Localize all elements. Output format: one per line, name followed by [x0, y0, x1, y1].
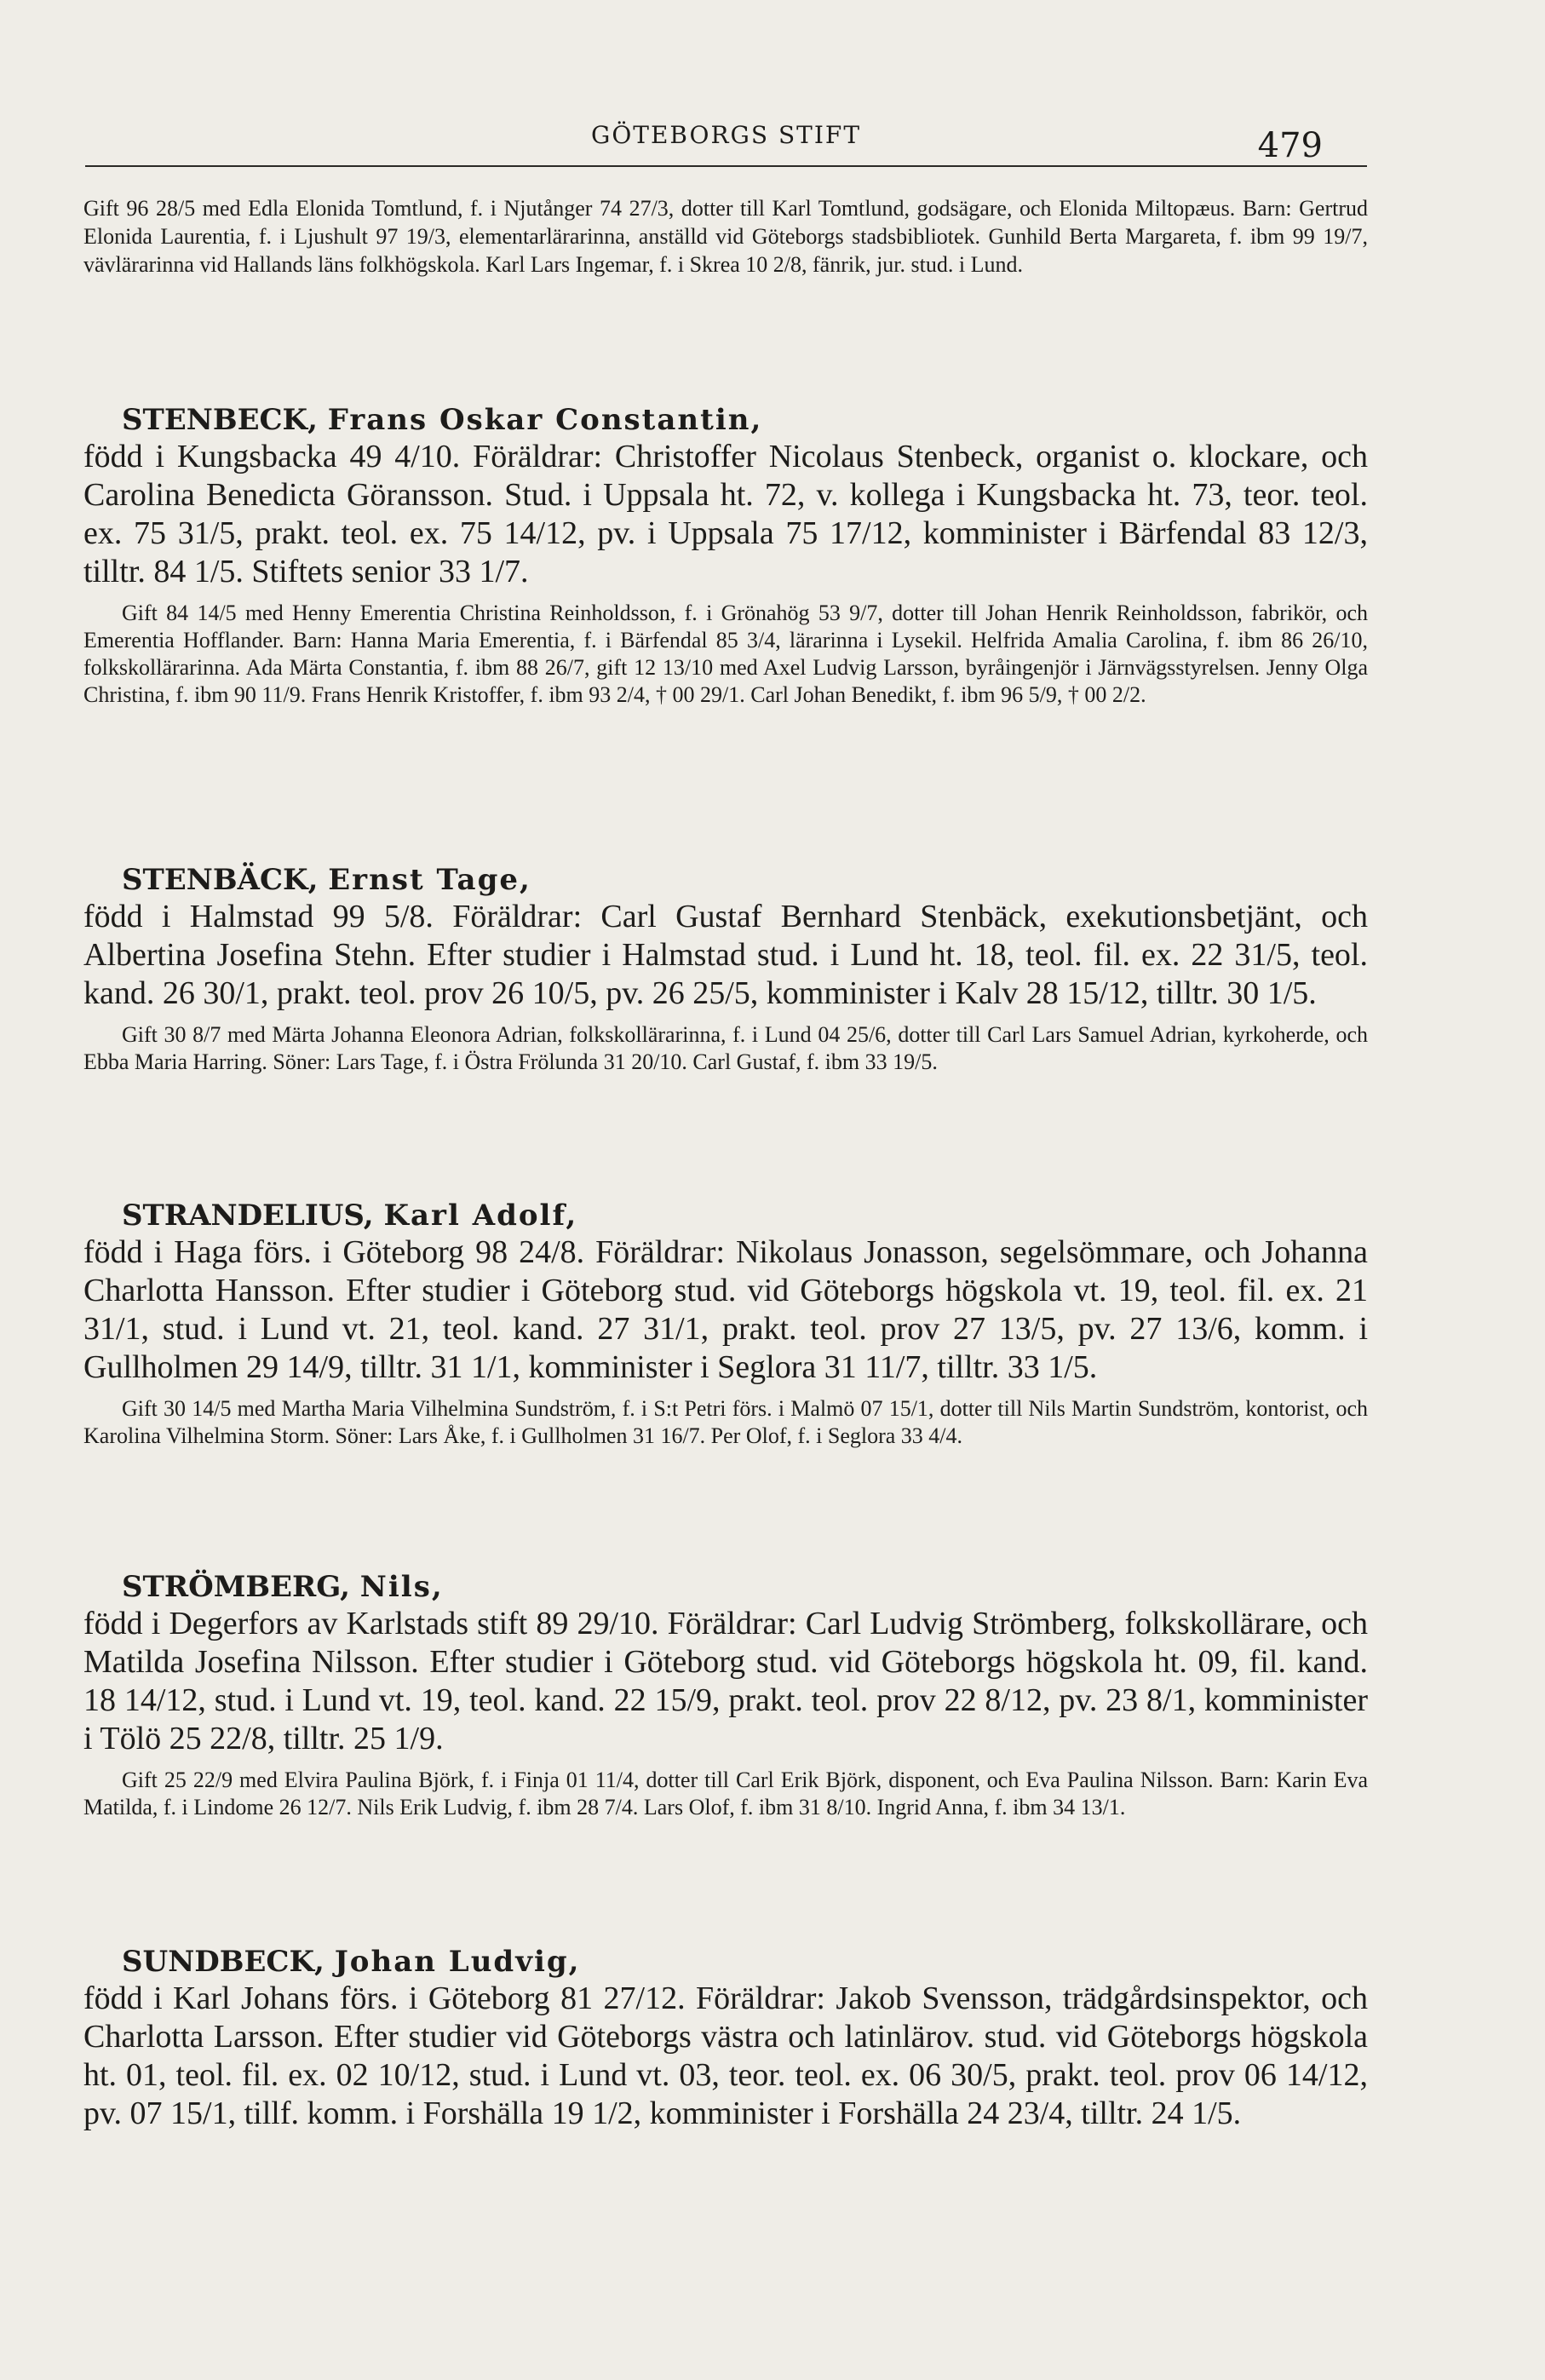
- entry-name: [122, 1569, 1368, 1605]
- entry-family: Gift 30 8/7 med Märta Johanna Eleonora Adrian, folkskollärarinna, f. i Lund 04 25/6, dotter till Carl Lars Samuel Adrian, kyrkoherde, och Ebba Maria Harring. Söner: Lars Tage, f. i Östra Frölunda 31 20/10. Carl Gustaf, f. ibm 33 19/5.: [83, 1022, 1368, 1074]
- entry-given-names: Ernst Tage,: [328, 863, 531, 897]
- entry-stenbeck: [83, 402, 1368, 709]
- running-head: GÖTEBORGS STIFT: [590, 121, 862, 149]
- entry-strandelius: [83, 1198, 1368, 1450]
- entry-surname: STRANDELIUS,: [122, 1199, 374, 1233]
- entry-surname: STRÖMBERG,: [122, 1570, 350, 1604]
- entry-given-names: Karl Adolf,: [383, 1199, 578, 1233]
- entry-biography: född i Karl Johans förs. i Göteborg 81 27/12. Föräldrar: Jakob Svensson, trädgårdsinspektor, och Charlotta Larsson. Efter studier vid Göteborgs västra och latinlärov. stud. vid Göteborgs högskola ht. 01, teol. fil. ex. 02 10/12, stud. i Lund vt. 03, teor. teol. ex. 06 30/5, prakt. teol. prov 06 14/12, pv. 07 15/1, tillf. komm. i Forshälla 19 1/2, komminister i Forshälla 24 23/4, tilltr. 24 1/5.: [83, 1980, 1368, 2131]
- entry-biography: född i Halmstad 99 5/8. Föräldrar: Carl Gustaf Bernhard Stenbäck, exekutionsbetjänt, och Albertina Josefina Stehn. Efter studier i Halmstad stud. i Lund ht. 18, teol. fil. ex. 22 31/5, teol. kand. 26 30/1, prakt. teol. prov 26 10/5, pv. 26 25/5, komminister i Kalv 28 15/12, tilltr. 30 1/5.: [83, 899, 1368, 1011]
- entry-name: [122, 1944, 1368, 1980]
- page-number: 479: [1257, 126, 1323, 165]
- entry-given-names: Frans Oskar Constantin,: [327, 403, 763, 437]
- entry-given-names: Johan Ludvig,: [334, 1945, 581, 1979]
- page-header: [85, 118, 1367, 167]
- entry-family: Gift 30 14/5 med Martha Maria Vilhelmina Sundström, f. i S:t Petri förs. i Malmö 07 15/1, dotter till Nils Martin Sundström, kontorist, och Karolina Vilhelmina Storm. Söner: Lars Åke, f. i Gullholmen 31 16/7. Per Olof, f. i Seglora 33 4/4.: [83, 1396, 1368, 1448]
- entry-surname: SUNDBECK,: [122, 1945, 325, 1979]
- entry-biography: född i Haga förs. i Göteborg 98 24/8. Föräldrar: Nikolaus Jonasson, segelsömmare, och Johanna Charlotta Hansson. Efter studier i Göteborg stud. vid Göteborgs högskola vt. 19, teol. fil. ex. 21 31/1, stud. i Lund vt. 21, teol. kand. 27 31/1, prakt. teol. prov 27 13/5, pv. 27 13/6, komm. i Gullholmen 29 14/9, tilltr. 31 1/1, komminister i Seglora 31 11/7, tilltr. 33 1/5.: [83, 1234, 1368, 1385]
- entry-name: [122, 1198, 1368, 1233]
- entry-family: Gift 25 22/9 med Elvira Paulina Björk, f. i Finja 01 11/4, dotter till Carl Erik Björk, disponent, och Eva Paulina Nilsson. Barn: Karin Eva Matilda, f. i Lindome 26 12/7. Nils Erik Ludvig, f. ibm 28 7/4. Lars Olof, f. ibm 31 8/10. Ingrid Anna, f. ibm 34 13/1.: [83, 1768, 1368, 1819]
- entry-biography: född i Degerfors av Karlstads stift 89 29/10. Föräldrar: Carl Ludvig Strömberg, folkskollärare, och Matilda Josefina Nilsson. Efter studier i Göteborg stud. vid Göteborgs högskola ht. 09, fil. kand. 18 14/12, stud. i Lund vt. 19, teol. kand. 22 15/9, prakt. teol. prov 22 8/12, pv. 23 8/1, komminister i Tölö 25 22/8, tilltr. 25 1/9.: [83, 1606, 1368, 1756]
- entry-family: Gift 84 14/5 med Henny Emerentia Christina Reinholdsson, f. i Grönahög 53 9/7, dotter till Johan Henrik Reinholdsson, fabrikör, och Emerentia Hofflander. Barn: Hanna Maria Emerentia, f. i Bärfendal 85 3/4, lärarinna i Lysekil. Helfrida Amalia Carolina, f. ibm 86 26/10, folkskollärarinna. Ada Märta Constantia, f. ibm 88 26/7, gift 12 13/10 med Axel Ludvig Larsson, byråingenjör i Järnvägsstyrelsen. Jenny Olga Christina, f. ibm 90 11/9. Frans Henrik Kristoffer, f. ibm 93 2/4, † 00 29/1. Carl Johan Benedikt, f. ibm 96 5/9, † 00 2/2.: [83, 601, 1368, 707]
- entry-sundbeck: [83, 1944, 1368, 2133]
- entry-given-names: Nils,: [359, 1570, 444, 1604]
- entry-stenback: [83, 862, 1368, 1076]
- entry-surname: STENBECK,: [122, 403, 318, 437]
- entry-biography: född i Kungsbacka 49 4/10. Föräldrar: Christoffer Nicolaus Stenbeck, organist o. klockare, och Carolina Benedicta Göransson. Stud. i Uppsala ht. 72, v. kollega i Kungsbacka ht. 73, teor. teol. ex. 75 31/5, prakt. teol. ex. 75 14/12, pv. i Uppsala 75 17/12, komminister i Bärfendal 83 12/3, tilltr. 84 1/5. Stiftets senior 33 1/7.: [83, 439, 1368, 589]
- continuation-paragraph: Gift 96 28/5 med Edla Elonida Tomtlund, f. i Njutånger 74 27/3, dotter till Karl Tomtlund, godsägare, och Elonida Miltopæus. Barn: Gertrud Elonida Laurentia, f. i Ljushult 97 19/3, elementarlärarinna, anställd vid Göteborgs stadsbibliotek. Gunhild Berta Margareta, f. ibm 99 19/7, vävlärarinna vid Hallands läns folkhögskola. Karl Lars Ingemar, f. i Skrea 10 2/8, fänrik, jur. stud. i Lund.: [83, 196, 1368, 277]
- entry-surname: STENBÄCK,: [122, 863, 319, 897]
- entry-name: [122, 402, 1368, 438]
- entry-name: [122, 862, 1368, 898]
- entry-stromberg: [83, 1569, 1368, 1821]
